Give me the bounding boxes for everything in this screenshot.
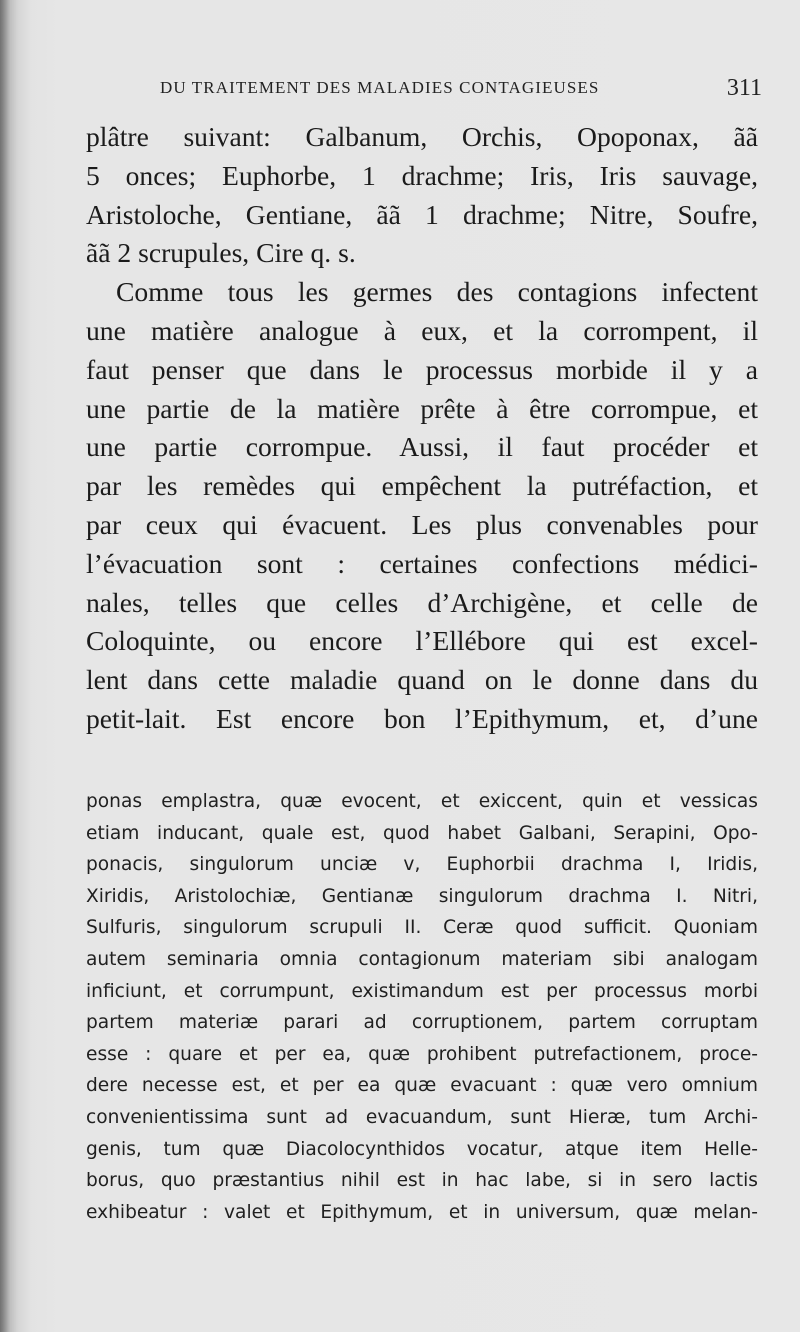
footnote-line: convenientissima sunt ad evacuandum, sunt Hieræ, tum Archi- — [86, 1106, 758, 1128]
body-line: une partie corrompue. Aussi, il faut procéder et — [86, 431, 758, 463]
footnote-line: exhibeatur : valet et Epithymum, et in universum, quæ melan- — [86, 1201, 758, 1223]
footnote-line: etiam inducant, quale est, quod habet Galbani, Serapini, Opo- — [86, 822, 758, 844]
running-title: DU TRAITEMENT DES MALADIES CONTAGIEUSES — [160, 78, 600, 97]
body-line: faut penser que dans le processus morbide il y a — [86, 353, 758, 385]
footnote-line: ponacis, singulorum unciæ v, Euphorbii drachma I, Iridis, — [86, 854, 758, 876]
body-line: petit-lait. Est encore bon l’Epithymum, et, d’une — [86, 702, 758, 734]
main-text — [86, 118, 758, 739]
body-line: une matière analogue à eux, et la corrompent, il — [86, 314, 758, 346]
footnote-line: partem materiæ parari ad corruptionem, partem corruptam — [86, 1012, 758, 1034]
body-line: par ceux qui évacuent. Les plus convenables pour — [86, 508, 758, 540]
body-line: Coloquinte, ou encore l’Ellébore qui est excel- — [86, 625, 758, 657]
body-line: l’évacuation sont : certaines confections médici- — [86, 547, 758, 579]
latin-footnote — [86, 786, 758, 1228]
body-line: 5 onces; Euphorbe, 1 drachme; Iris, Iris sauvage, — [86, 159, 758, 191]
footnote-line: genis, tum quæ Diacolocynthidos vocatur, atque item Helle- — [86, 1138, 758, 1160]
body-line: par les remèdes qui empêchent la putréfaction, et — [86, 470, 758, 502]
footnote-line: borus, quo præstantius nihil est in hac labe, si in sero lactis — [86, 1170, 758, 1192]
body-line: lent dans cette maladie quand on le donne dans du — [86, 664, 758, 696]
page-number: 311 — [726, 75, 762, 101]
body-line: Aristoloche, Gentiane, ãã 1 drachme; Nitre, Soufre, — [86, 198, 758, 230]
footnote-line: dere necesse est, et per ea quæ evacuant : quæ vero omnium — [86, 1075, 758, 1097]
footnote-line: ponas emplastra, quæ evocent, et exiccent, quin et vessicas — [86, 791, 758, 812]
body-line: plâtre suivant: Galbanum, Orchis, Opoponax, ãã — [86, 121, 758, 152]
body-line: une partie de la matière prête à être corrompue, et — [86, 392, 758, 424]
running-head — [160, 76, 770, 102]
body-line: ãã 2 scrupules, Cire q. s. — [86, 237, 356, 269]
body-line: nales, telles que celles d’Archigène, et celle de — [86, 586, 758, 618]
footnote-line: Sulfuris, singulorum scrupuli II. Ceræ quod sufficit. Quoniam — [86, 917, 758, 939]
footnote-line: inficiunt, et corrumpunt, existimandum est per processus morbi — [86, 980, 758, 1002]
footnote-line: esse : quare et per ea, quæ prohibent putrefactionem, proce- — [86, 1043, 758, 1065]
footnote-line: autem seminaria omnia contagionum materiam sibi analogam — [86, 948, 758, 970]
body-line: Comme tous les germes des contagions infectent — [116, 276, 758, 308]
footnote-line: Xiridis, Aristolochiæ, Gentianæ singulorum drachma I. Nitri, — [86, 885, 758, 907]
